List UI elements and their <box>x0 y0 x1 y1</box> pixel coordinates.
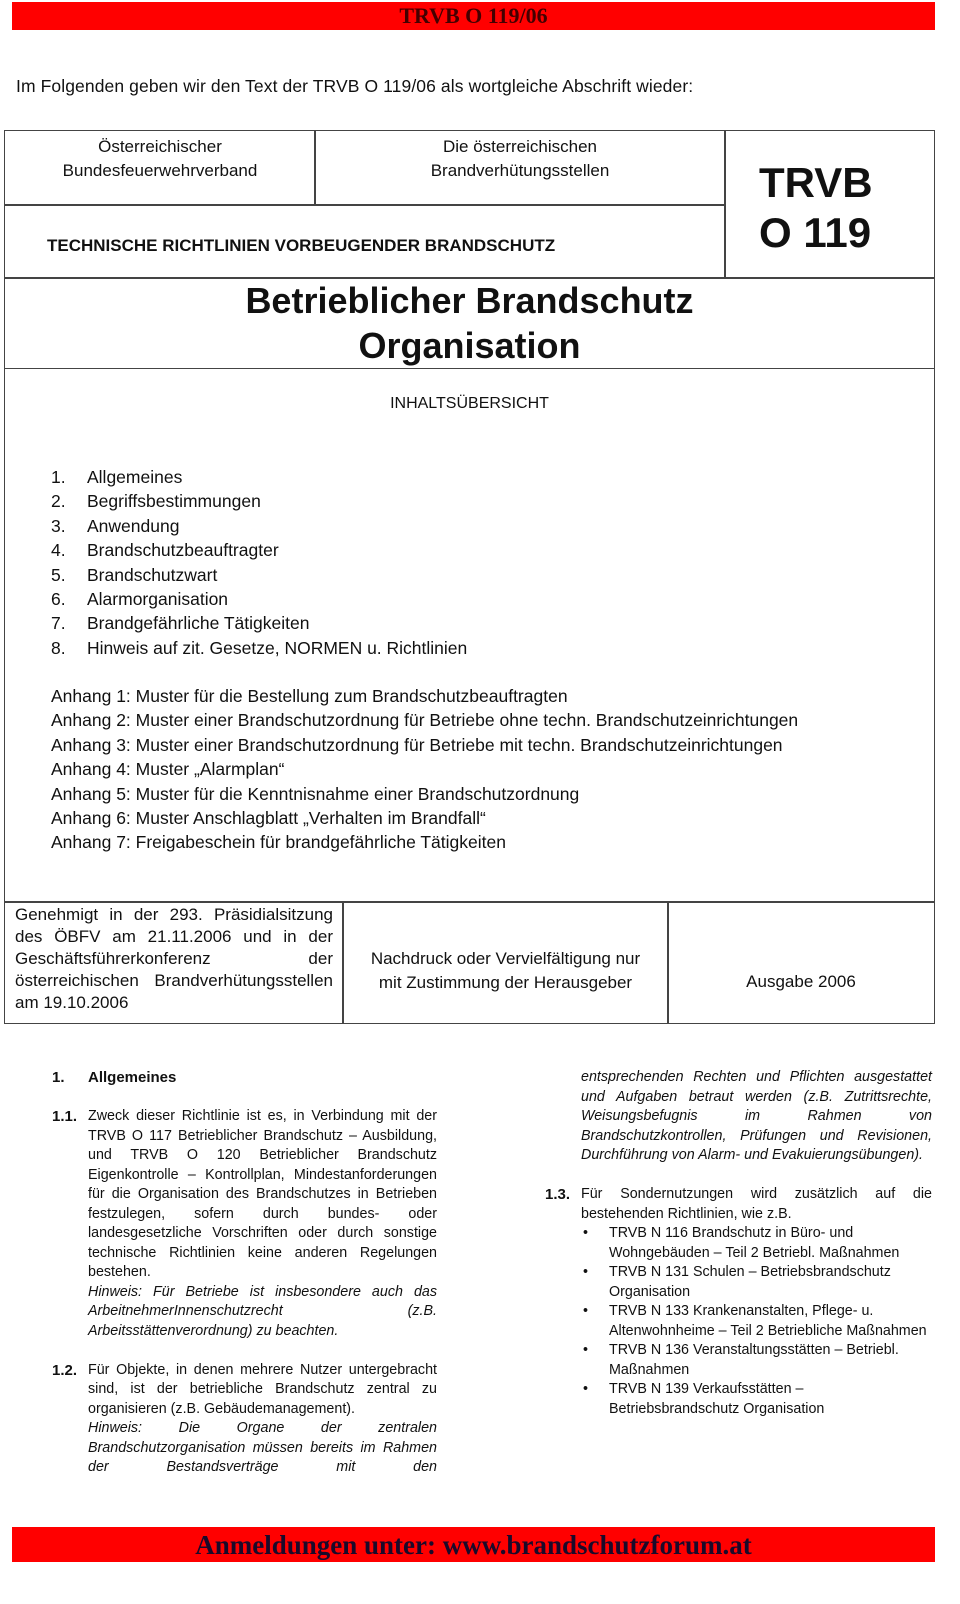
note-continued: entsprechenden Rechten und Pflichten ausgestattet und Aufgaben betraut werden (z.B. Zutrittsrechte, Weisungsbefugnis im Rahmen von Brandschutzkontrollen, Prüfungen und Revisionen, Durchführung von Alarm- und Evakuierungsübungen). <box>581 1069 932 1163</box>
section-number: 1.1. <box>52 1108 78 1125</box>
toc-number: 6. <box>51 589 66 610</box>
annex-item: Anhang 6: Muster Anschlagblatt „Verhalten im Brandfall“ <box>51 808 486 829</box>
guideline-item <box>581 1263 932 1302</box>
bullet-icon: • <box>583 1342 589 1358</box>
toc-item <box>51 514 467 538</box>
guideline-code-line2: O 119 <box>759 208 872 256</box>
annex-item: Anhang 5: Muster für die Kenntnisnahme einer Brandschutzordnung <box>51 783 580 804</box>
note: Hinweis: Die Organe der zentralen Brandschutzorganisation müssen bereits im Rahmen der Bestandsverträge mit den <box>88 1420 437 1475</box>
annex-list <box>51 684 798 855</box>
toc-number: 8. <box>51 637 66 658</box>
guideline-text: TRVB N 136 Veranstaltungsstätten – Betriebl. Maßnahmen <box>609 1342 899 1378</box>
toc-label: Anwendung <box>87 515 180 536</box>
toc-item <box>51 489 467 513</box>
toc-number: 5. <box>51 564 66 585</box>
guideline-item <box>581 1341 932 1380</box>
registration-banner: Anmeldungen unter: www.brandschutzforum.at <box>12 1527 935 1562</box>
document-code-banner: TRVB O 119/06 <box>12 2 935 30</box>
annex-item: Anhang 3: Muster einer Brandschutzordnung für Betriebe mit techn. Brandschutzeinrichtungen <box>51 734 783 755</box>
guideline-item <box>581 1302 932 1341</box>
publisher-2: Die österreichischen Brandverhütungsstellen <box>314 130 726 206</box>
annex-item: Anhang 1: Muster für die Bestellung zum Brandschutzbeauftragten <box>51 686 568 706</box>
guideline-text: TRVB N 139 Verkaufsstätten – Betriebsbrandschutz Organisation <box>609 1381 825 1417</box>
document-title <box>4 277 935 369</box>
section-1-1 <box>52 1107 437 1341</box>
toc-label: Allgemeines <box>87 467 183 487</box>
approval-note: Genehmigt in der 293. Präsidialsitzung des ÖBFV am 21.11.2006 und in der Geschäftsführerkonferenz der österreichischen Brandverhütungsstellen am 19.10.2006 <box>4 901 344 1024</box>
toc-label: Alarmorganisation <box>87 589 229 610</box>
annex-item: Anhang 2: Muster einer Brandschutzordnung für Betriebe ohne techn. Brandschutzeinrichtungen <box>51 710 799 731</box>
section-number: 1. <box>52 1069 65 1086</box>
title-line1: Betrieblicher Brandschutz <box>245 280 694 321</box>
toc-item <box>51 636 467 660</box>
toc-label: Brandgefährliche Tätigkeiten <box>87 613 310 634</box>
reprint-note: Nachdruck oder Vervielfältigung nur mit Zustimmung der Herausgeber <box>342 901 669 1024</box>
intro-text: Im Folgenden geben wir den Text der TRVB O 119/06 als wortgleiche Abschrift wieder: <box>16 76 694 96</box>
annex-item: Anhang 7: Freigabeschein für brandgefährliche Tätigkeiten <box>51 832 506 853</box>
toc-number: 4. <box>51 540 66 561</box>
body-column-left <box>52 1068 437 1478</box>
toc-item <box>51 587 467 611</box>
paragraph: Für Objekte, in denen mehrere Nutzer untergebracht sind, ist der betriebliche Brandschutz zentral zu organisieren (z.B. Gebäudemanagement). <box>88 1361 437 1417</box>
toc-label: Brandschutzwart <box>87 564 218 585</box>
toc-item <box>51 611 467 635</box>
bullet-icon: • <box>583 1381 589 1397</box>
paragraph: Zweck dieser Richtlinie ist es, in Verbindung mit der TRVB O 117 Betrieblicher Brandschutz – Ausbildung, und TRVB O 120 Betrieblicher Brandschutz Eigenkontrolle – Kontrollplan, Mindestanforderungen für die Organisation des Brandschutzes in Betrieben festzulegen, sofern durch bundes- oder landesgesetzliche Vorschriften oder durch sonstige technische Richtlinien keine anderen Regelungen bestehen. <box>88 1108 437 1280</box>
body-column-right <box>545 1068 932 1419</box>
toc-label: Hinweis auf zit. Gesetze, NORMEN u. Richtlinien <box>87 637 468 658</box>
guideline-code <box>724 130 935 279</box>
publisher-1: Österreichischer Bundesfeuerwehrverband <box>4 130 316 206</box>
toc-item <box>51 465 467 489</box>
title-line2: Organisation <box>358 325 581 366</box>
guideline-text: TRVB N 133 Krankenanstalten, Pflege- u. Altenwohnheime – Teil 2 Betriebliche Maßnahmen <box>609 1303 927 1339</box>
section-number: 1.3. <box>545 1186 571 1203</box>
toc-number: 7. <box>51 613 66 634</box>
table-of-contents <box>4 368 935 903</box>
bullet-icon: • <box>583 1225 589 1241</box>
paragraph: Für Sondernutzungen wird zusätzlich auf die bestehenden Richtlinien, wie z.B. <box>581 1186 932 1222</box>
guideline-item <box>581 1380 932 1419</box>
section-heading: Allgemeines <box>88 1069 177 1086</box>
toc-number: 1. <box>51 467 66 487</box>
guideline-text: TRVB N 131 Schulen – Betriebsbrandschutz Organisation <box>609 1264 891 1300</box>
guideline-series: TECHNISCHE RICHTLINIEN VORBEUGENDER BRANDSCHUTZ <box>4 204 726 279</box>
bullet-icon: • <box>583 1303 589 1319</box>
toc-item <box>51 538 467 562</box>
toc-heading: INHALTSÜBERSICHT <box>390 395 549 412</box>
guideline-code-line1: TRVB <box>759 158 873 206</box>
guideline-text: TRVB N 116 Brandschutz in Büro- und Wohngebäuden – Teil 2 Betriebl. Maßnahmen <box>609 1225 900 1261</box>
toc-label: Brandschutzbeauftragter <box>87 540 279 561</box>
annex-item: Anhang 4: Muster „Alarmplan“ <box>51 759 285 780</box>
toc-label: Begriffsbestimmungen <box>87 491 261 512</box>
guideline-item <box>581 1224 932 1263</box>
section-1-3 <box>545 1185 932 1419</box>
toc-item <box>51 563 467 587</box>
section-number: 1.2. <box>52 1361 78 1379</box>
toc-list <box>51 465 467 660</box>
toc-number: 2. <box>51 491 66 512</box>
edition: Ausgabe 2006 <box>667 901 935 1024</box>
guideline-list <box>581 1224 932 1419</box>
section-1-2 <box>52 1361 437 1478</box>
note: Hinweis: Für Betriebe ist insbesondere auch das ArbeitnehmerInnenschutzrecht (z.B. Arbeitsstättenverordnung) zu beachten. <box>88 1283 437 1339</box>
toc-number: 3. <box>51 515 66 536</box>
bullet-icon: • <box>583 1264 589 1280</box>
